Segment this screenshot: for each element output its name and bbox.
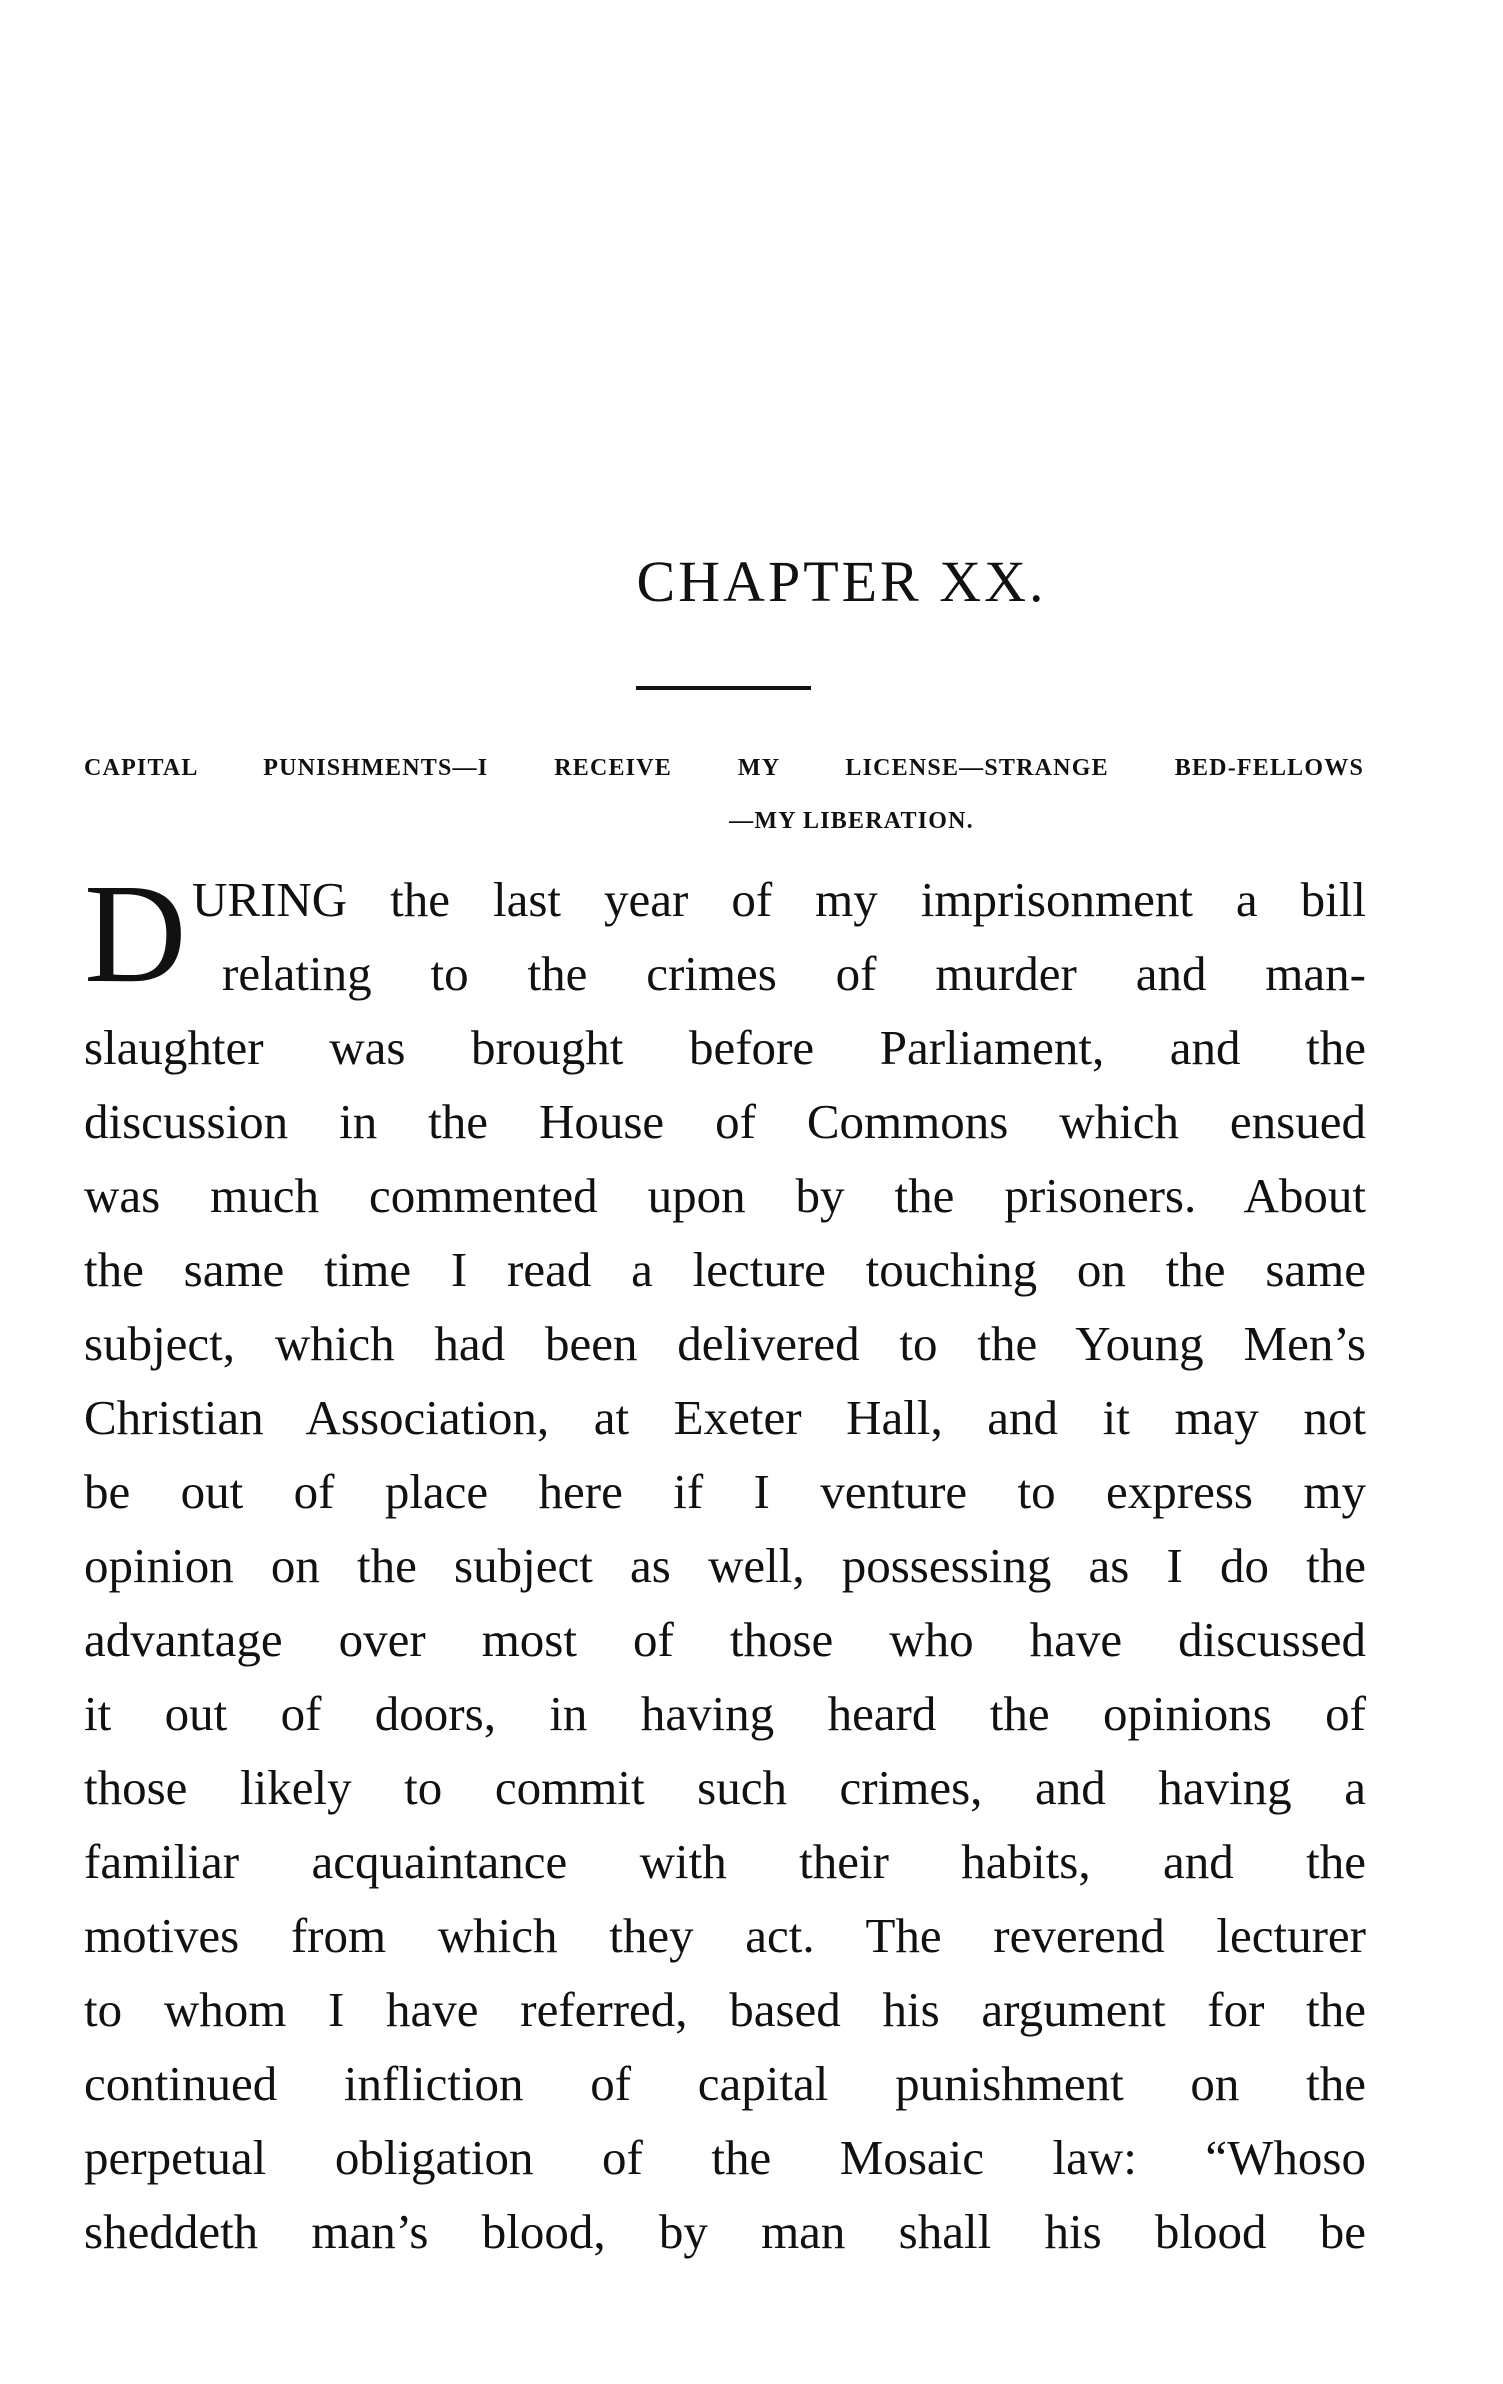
drop-cap: D (84, 854, 187, 1012)
body-line: motives from which they act. The reverend lecturer (84, 1908, 1366, 1963)
body-line: slaughter was brought before Parliament, and the (84, 1020, 1366, 1075)
body-line: subject, which had been delivered to the Young Men’s (84, 1316, 1366, 1371)
chapter-title: CHAPTER XX. (636, 549, 1047, 614)
body-line: continued infliction of capital punishment on the (84, 2056, 1366, 2111)
body-line: was much commented upon by the prisoners. About (84, 1168, 1366, 1223)
body-line: familiar acquaintance with their habits, and the (84, 1834, 1366, 1889)
body-line: to whom I have referred, based his argument for the (84, 1982, 1366, 2037)
chapter-summary-line-1: CAPITAL PUNISHMENTS—I RECEIVE MY LICENSE—STRANGE BED-FELLOWS (84, 755, 1364, 781)
body-line: be out of place here if I venture to express my (84, 1464, 1366, 1519)
body-line: Christian Association, at Exeter Hall, and it may not (84, 1390, 1366, 1445)
body-line: sheddeth man’s blood, by man shall his blood be (84, 2204, 1366, 2259)
body-line: perpetual obligation of the Mosaic law: “Whoso (84, 2130, 1366, 2185)
body-line: advantage over most of those who have discussed (84, 1612, 1366, 1667)
body-line: the same time I read a lecture touching on the same (84, 1242, 1366, 1297)
body-line: those likely to commit such crimes, and having a (84, 1760, 1366, 1815)
body-line: URING the last year of my imprisonment a bill (192, 872, 1366, 927)
title-rule (636, 686, 811, 690)
body-line: discussion in the House of Commons which ensued (84, 1094, 1366, 1149)
chapter-summary-line-2: —MY LIBERATION. (729, 808, 974, 834)
body-line: it out of doors, in having heard the opinions of (84, 1686, 1366, 1741)
body-line: opinion on the subject as well, possessing as I do the (84, 1538, 1366, 1593)
body-line: relating to the crimes of murder and man- (222, 946, 1366, 1001)
